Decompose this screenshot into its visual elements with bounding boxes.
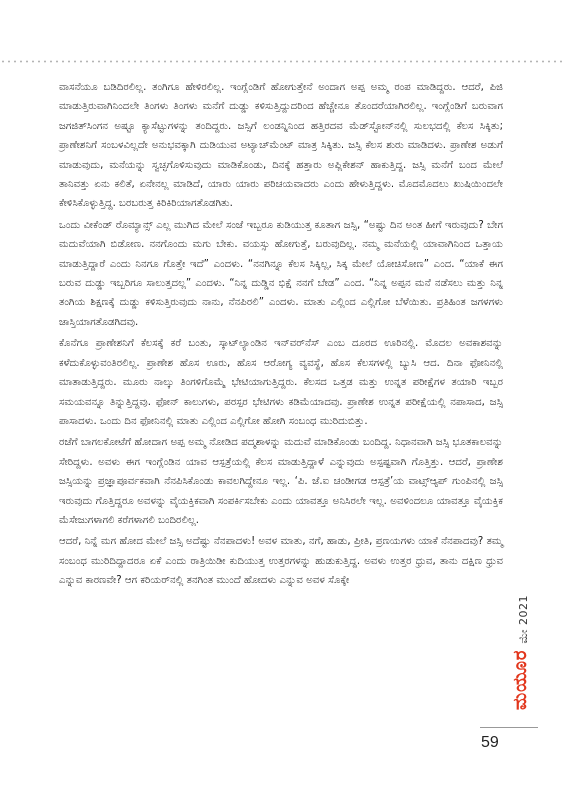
dotted-separator — [0, 60, 562, 63]
paragraph-2: ಒಂದು ವೀಕೆಂಡ್ ರೊಮ್ಯಾನ್ಸ್ ಎಲ್ಲ ಮುಗಿದ ಮೇಲೆ ಸಂಜೆ ಇಬ್ಬರೂ ಕುಡಿಯುತ್ತ ಕೂತಾಗ ಜಸ್ಸಿ, “ಅಷ್ಟು ದಿನ ಅಂತ ಹೀಗೆ ಇರುವುದು? ಬೇಗ ಮದುವೆಯಾಗಿ ಬಿಡೋಣ. ನನಗೊಂದು ಮಗು ಬೇಕು. ವಯಸ್ಸು ಹೋಗುತ್ತೆ, ಬರುವುದಿಲ್ಲ. ನಮ್ಮ ಮನೆಯಲ್ಲಿ ಯಾವಾಗಿನಿಂದ ಒತ್ತಾಯ ಮಾಡುತ್ತಿದ್ದಾರೆ ಎಂದು ನಿನಗೂ ಗೊತ್ತೇ ಇದೆ” ಎಂದಳು. “ನನಗಿನ್ನೂ ಕೆಲಸ ಸಿಕ್ಕಿಲ್ಲ, ಸಿಕ್ಕ ಮೇಲೆ ಯೋಚಿಸೋಣ” ಎಂದ. “ಯಾಕೆ ಈಗ ಬರುವ ದುಡ್ಡು ಇಬ್ಬರಿಗೂ ಸಾಲುತ್ತದಲ್ಲ” ಎಂದಳು. “ನಿನ್ನ ದುಡ್ಡಿನ ಭಿಕ್ಷೆ ನನಗೆ ಬೇಡ” ಎಂದ. “ನಿನ್ನ ಅಪ್ಪನ ಮನೆ ನಡೆಸಲು ಮತ್ತು ನಿನ್ನ ತಂಗಿಯ ಶಿಕ್ಷಣಕ್ಕೆ ದುಡ್ಡು ಕಳಿಸುತ್ತಿರುವುದು ನಾನು, ನೆನಪಿರಲಿ” ಎಂದಳು. ಮಾತು ಎಲ್ಲಿಂದ ಎಲ್ಲಿಗೋ ಬೆಳೆಯಿತು. ಪ್ರತಿಹಿಂತ ಜಗಳಗಳು ಜಾಸ್ತಿಯಾಗತೊಡಗಿದವು. — [59, 219, 503, 328]
paragraph-1: ವಾಸನೆಯೂ ಬಡಿದಿರಲಿಲ್ಲ. ತಂಗಿಗೂ ಹೇಳಿರಲಿಲ್ಲ. ಇಂಗ್ಲೆಂಡಿಗೆ ಹೋಗುತ್ತೇನೆ ಅಂದಾಗ ಅಪ್ಪ ಅಮ್ಮ ರಂಪ ಮಾಡಿದ್ದರು. ಆದರೆ, ಪಿಜಿ ಮಾಡುತ್ತಿರುವಾಗಿನಿಂದಲೇ ತಿಂಗಳು ತಿಂಗಳು ಮನೆಗೆ ದುಡ್ಡು ಕಳಿಸುತ್ತಿದ್ದುದರಿಂದ ಹೆಚ್ಚೇನೂ ತೊಂದರೆಯಾಗಿರಲಿಲ್ಲ. ಇಂಗ್ಲೆಂಡಿಗೆ ಬರುವಾಗ ಜಗಜಿತ್‌ಸಿಂಗನ ಅಷ್ಟೂ ಕ್ಯಾಸೆಟ್ಟುಗಳನ್ನು ತಂದಿದ್ದರು. ಜಸ್ಸಿಗೆ ಲಂಡನ್ನಿನಿಂದ ಹತ್ತಿರದವ ಮೆಡ್‌ಸ್ಟೋನ್‌ನಲ್ಲಿ ಸುಲಭದಲ್ಲಿ ಕೆಲಸ ಸಿಕ್ಕಿತು; ಪ್ರಾಣೇಶನಿಗೆ ಸಂಬಳವಿಲ್ಲದೇ ಅನುಭವಕ್ಕಾಗಿ ದುಡಿಯುವ ಅಟ್ಯಾಚ್‌ಮೆಂಟ್ ಮಾತ್ರ ಸಿಕ್ಕಿತು. ಜಸ್ಸಿ ಕೆಲಸ ಶುರು ಮಾಡಿದಳು. ಪ್ರಾಣೇಶ ಅಡುಗೆ ಮಾಡುವುದು, ಮನೆಯನ್ನು ಸ್ವಚ್ಛಗೊಳಿಸುವುದು ಮಾಡಿಕೊಂಡು, ದಿನಕ್ಕೆ ಹತ್ತಾರು ಅಪ್ಲಿಕೇಶನ್ ಹಾಕುತ್ತಿದ್ದ. ಜಸ್ಸಿ ಮನೆಗೆ ಬಂದ ಮೇಲೆ ತಾನಿವತ್ತು ಏನು ಕಲಿತೆ, ಏನೇನಲ್ಲ ಮಾಡಿದೆ, ಯಾರು ಯಾರು ಪರಿಚಯವಾದರು ಎಂದು ಹೇಳುತ್ತಿದ್ದಳು. ಮೊದಮೊದಲು ಖುಷಿಯಿಂದಲೇ ಕೇಳಿಸಿಕೊಳ್ಳುತ್ತಿದ್ದ. ಬರಬರುತ್ತ ಕಿರಿಕಿರಿಯಾಗತೊಡಗಿತು. — [59, 82, 503, 210]
footer-rule — [480, 727, 538, 728]
magazine-brand-logo: ಮಯೂರ — [510, 649, 531, 710]
article-body — [59, 78, 503, 591]
issue-date: ಮೇ 2021 — [517, 595, 530, 644]
paragraph-3: ಕೊನೆಗೂ ಪ್ರಾಣೇಶನಿಗೆ ಕೆಲಸಕ್ಕೆ ಕರೆ ಬಂತು, ಸ್ಕಾಟ್‌ಲ್ಯಾಂಡಿನ ಇನ್‌ವರ್‌ನೆಸ್ ಎಂಬ ದೂರದ ಊರಿನಲ್ಲಿ. ಮೊದಲ ಅವಕಾಶವನ್ನು ಕಳೆದುಕೊಳ್ಳುವಂತಿರಲಿಲ್ಲ. ಪ್ರಾಣೇಶ ಹೊಸ ಊರು, ಹೊಸ ಆರೋಗ್ಯ ವ್ಯವಸ್ಥೆ, ಹೊಸ ಕೆಲಸಗಳಲ್ಲಿ ಬ್ಯುಸಿ ಆದ. ದಿನಾ ಫೋನಿನಲ್ಲಿ ಮಾತಾಡುತ್ತಿದ್ದರು. ಮೂರು ನಾಲ್ಕು ತಿಂಗಳಿಗೊಮ್ಮೆ ಭೇಟಿಯಾಗುತ್ತಿದ್ದರು. ಕೆಲಸದ ಒತ್ತಡ ಮತ್ತು ಉನ್ನತ ಪರೀಕ್ಷೆಗಳ ತಯಾರಿ ಇಬ್ಬರ ಸಮಯವನ್ನೂ ತಿನ್ನುತ್ತಿದ್ದವು. ಫೋನ್ ಕಾಲುಗಳು, ಪರಸ್ಪರ ಭೇಟಿಗಳು ಕಡಿಮೆಯಾದವು. ಪ್ರಾಣೇಶ ಉನ್ನತ ಪರೀಕ್ಷೆಯಲ್ಲಿ ನಪಾಸಾದ, ಜಸ್ಸಿ ಪಾಸಾದಳು. ಒಂದು ದಿನ ಫೋನಿನಲ್ಲಿ ಮಾತು ಎಲ್ಲಿಂದ ಎಲ್ಲಿಗೋ ಹೋಗಿ ಸಂಬಂಧ ಮುರಿದುಬಿತ್ತು. — [59, 338, 503, 427]
paragraph-4: ರಜೆಗೆ ಬಾಗಲಕೋಟೆಗೆ ಹೋದಾಗ ಅಪ್ಪ ಅಮ್ಮ ನೋಡಿದ ಪದ್ಮಶಾಳನ್ನು ಮದುವೆ ಮಾಡಿಕೊಂಡು ಬಂದಿದ್ದ. ನಿಧಾನವಾಗಿ ಜಸ್ಸಿ ಭೂತಕಾಲವನ್ನು ಸೇರಿದ್ದಳು. ಅವಳು ಈಗ ಇಂಗ್ಲೆಂಡಿನ ಯಾವ ಆಸ್ಪತ್ರೆಯಲ್ಲಿ ಕೆಲಸ ಮಾಡುತ್ತಿದ್ದಾಳೆ ಎನ್ನುವುದು ಅಸ್ಪಷ್ಟವಾಗಿ ಗೊತ್ತಿತ್ತು. ಆದರೆ, ಪ್ರಾಣೇಶ ಜಸ್ಸಿಯನ್ನು ಪ್ರಜ್ಞಾಪೂರ್ವಕವಾಗಿ ನೆನಪಿಸಿಕೊಂಡು ಕಾವಲಗಿದ್ದೇನೂ ಇಲ್ಲ. ‘ಪಿ. ಜೆ.ಐ ಚಂಡೀಗಡ ಆಸ್ಪತ್ರೆ’ಯ ವಾಟ್ಸ್‌ಆ್ಯಪ್ ಗುಂಪಿನಲ್ಲಿ ಜಸ್ಸಿ ಇರುವುದು ಗೊತ್ತಿದ್ದರೂ ಅವಳನ್ನು ವೈಯಕ್ತಿಕವಾಗಿ ಸಂಪರ್ಕಿಸಬೇಕು ಎಂದು ಯಾವತ್ತೂ ಅನಿಸಿರಲೇ ಇಲ್ಲ. ಅವಳಿಂದಲೂ ಯಾವತ್ತೂ ವೈಯಕ್ತಿಕ ಮೆಸೇಜುಗಳಾಗಲಿ ಕರೆಗಳಾಗಲಿ ಬಂದಿರಲಿಲ್ಲ. — [59, 437, 503, 526]
page-number: 59 — [481, 734, 499, 751]
paragraph-5: ಆದರೆ, ನಿನ್ನೆ ಮಗ ಹೋದ ಮೇಲೆ ಜಸ್ಸಿ ಅದೆಷ್ಟು ನೆನಪಾದಳು! ಅವಳ ಮಾತು, ನಗೆ, ಹಾಡು, ಪ್ರೀತಿ, ಪ್ರಣಯಗಳು ಯಾಕೆ ನೆನಪಾದವು? ತಮ್ಮ ಸಂಬಂಧ ಮುರಿದಿದ್ದಾದರೂ ಏಕೆ ಎಂದು ರಾತ್ರಿಯಿಡೀ ಕುದಿಯುತ್ತ ಉತ್ತರಗಳನ್ನು ಹುಡುಕುತ್ತಿದ್ದ. ಅವಳು ಉತ್ತರ ಧ್ರುವ, ತಾನು ದಕ್ಷಿಣ ಧ್ರುವ ಎನ್ನುವ ಕಾರಣವೇ? ಆಗ ಕರಿಯರ್‌ನಲ್ಲಿ ತನಗಿಂತ ಮುಂದೆ ಹೋದಳು ಎನ್ನುವ ಅವಳ ಸೊಕ್ಕೇ — [59, 536, 503, 587]
